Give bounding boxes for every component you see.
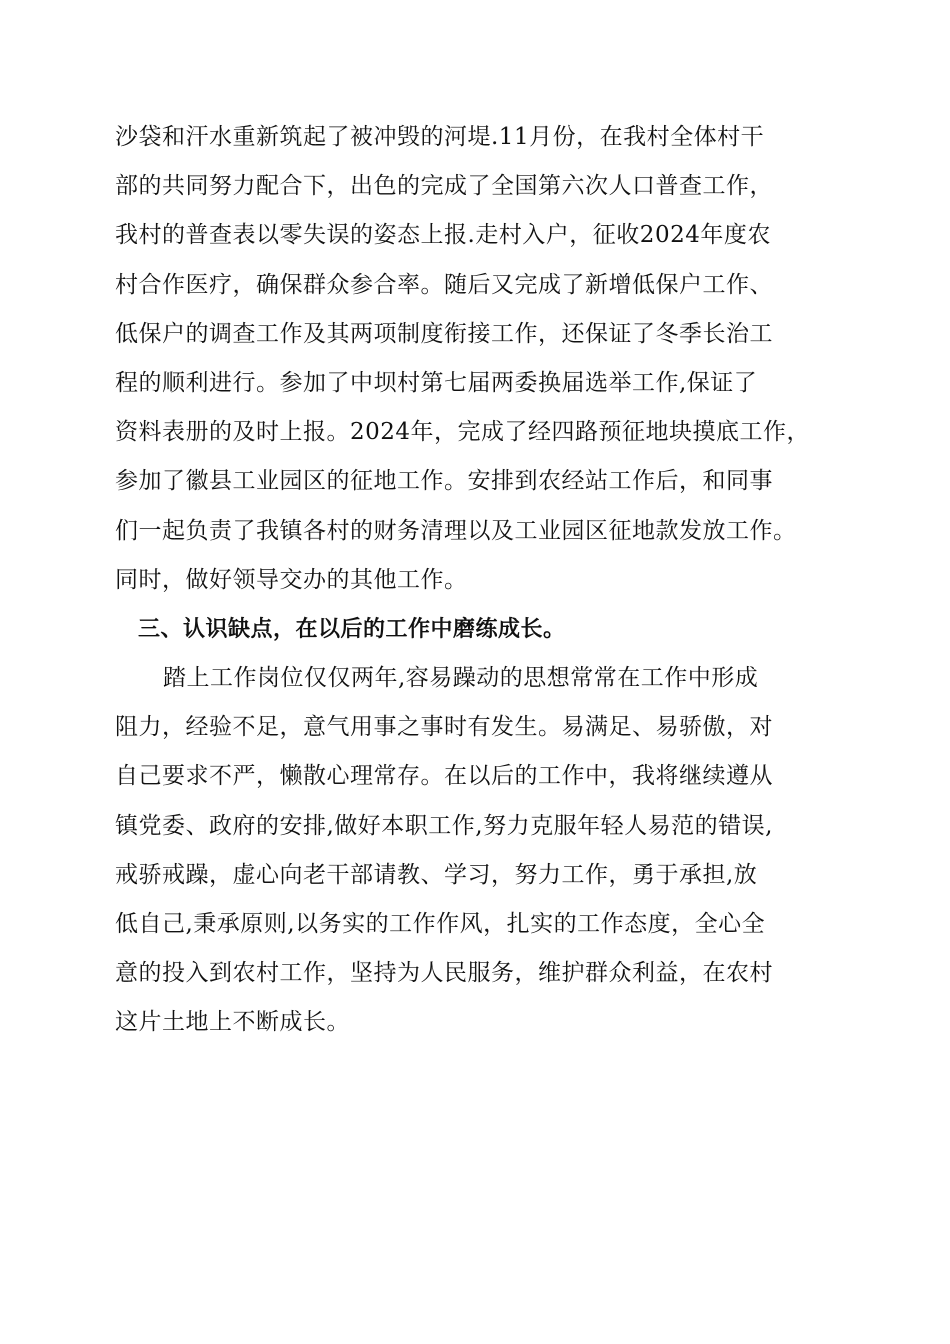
paragraph-1-line: 资料表册的及时上报。2024年，完成了经四路预征地块摸底工作， — [115, 419, 811, 446]
paragraph-1-line: 村合作医疗，确保群众参合率。随后又完成了新增低保户工作、 — [115, 271, 773, 298]
paragraph-2-line: 踏上工作岗位仅仅两年,容易躁动的思想常常在工作中形成 — [163, 665, 759, 692]
paragraph-1-line: 低保户的调查工作及其两项制度衔接工作，还保证了冬季长治工 — [115, 320, 773, 347]
paragraph-2-line: 低自己,秉承原则,以务实的工作作风，扎实的工作态度，全心全 — [115, 911, 766, 937]
paragraph-2-line: 意的投入到农村工作，坚持为人民服务，维护群众利益，在农村 — [115, 960, 773, 987]
paragraph-2-line: 镇党委、政府的安排,做好本职工作,努力克服年轻人易范的错误, — [115, 812, 773, 839]
paragraph-1-line: 同时，做好领导交办的其他工作。 — [115, 566, 468, 593]
paragraph-2-line: 阻力，经验不足，意气用事之事时有发生。易满足、易骄傲，对 — [115, 714, 773, 741]
document-body — [115, 113, 837, 1048]
paragraph-2-line: 自己要求不严，懒散心理常存。在以后的工作中，我将继续遵从 — [115, 763, 773, 790]
paragraph-2-line: 戒骄戒躁，虚心向老干部请教、学习，努力工作，勇于承担,放 — [115, 861, 758, 888]
paragraph-1-line: 们一起负责了我镇各村的财务清理以及工业园区征地款发放工作。 — [115, 517, 797, 544]
paragraph-1-line: 程的顺利进行。参加了中坝村第七届两委换届选举工作,保证了 — [115, 369, 758, 396]
paragraph-1-line: 沙袋和汗水重新筑起了被冲毁的河堤.11月份，在我村全体村干 — [115, 124, 765, 150]
paragraph-2-line: 这片土地上不断成长。 — [115, 1009, 350, 1036]
section-heading: 三、认识缺点，在以后的工作中磨练成长。 — [138, 616, 566, 642]
paragraph-1-line: 部的共同努力配合下，出色的完成了全国第六次人口普查工作， — [115, 173, 773, 200]
paragraph-1-line: 我村的普查表以零失误的姿态上报.走村入户，征收2024年度农 — [115, 222, 771, 249]
paragraph-1-line: 参加了徽县工业园区的征地工作。安排到农经站工作后，和同事 — [115, 468, 773, 495]
